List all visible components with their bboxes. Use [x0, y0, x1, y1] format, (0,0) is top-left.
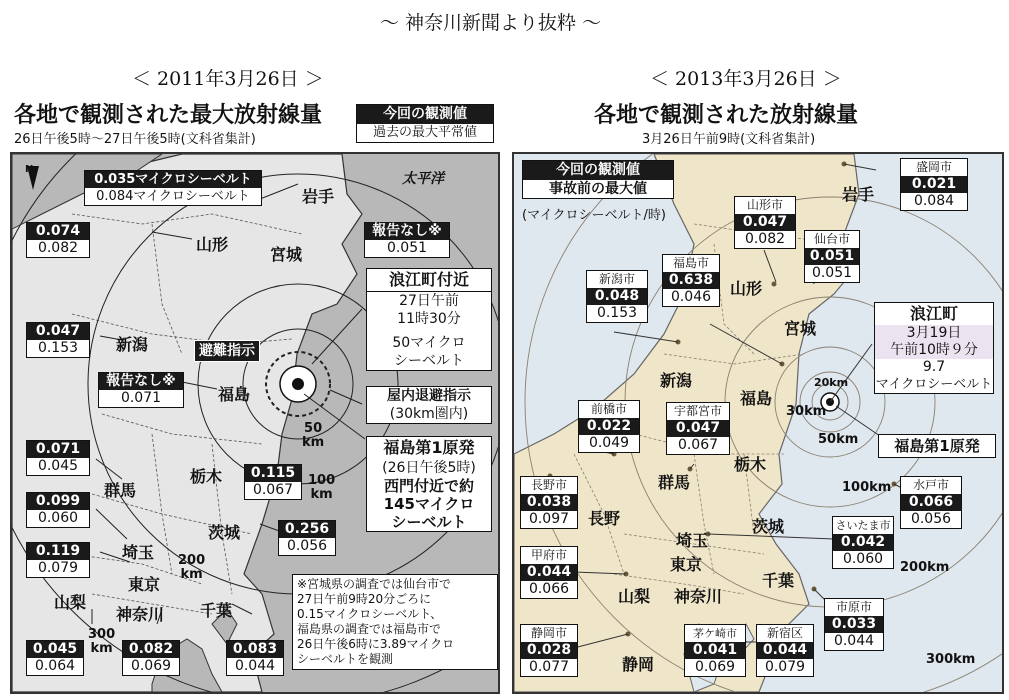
right-region-chiba: 千葉	[762, 571, 795, 590]
right-box-niigata-current: 0.048	[587, 288, 647, 305]
left-box-chiba-past: 0.044	[234, 658, 276, 674]
right-box-saitama-name: さいたま市	[835, 519, 891, 532]
right-box-sendai-name: 仙台市	[813, 232, 850, 246]
right-box-sendai-current: 0.051	[805, 248, 859, 265]
left-plant-name: 福島第1原発	[383, 438, 475, 457]
right-box-ichihara	[824, 598, 884, 651]
right-box-kofu-current: 0.044	[521, 564, 577, 581]
right-box-saitama-past: 0.060	[842, 551, 884, 567]
right-region-tokyo: 東京	[670, 555, 703, 574]
right-box-yamagata-name: 山形市	[746, 198, 783, 212]
left-box-kanagawa-past: 0.069	[130, 658, 172, 674]
right-box-nagano-current: 0.038	[521, 494, 577, 511]
left-box-yamanashi	[26, 640, 84, 676]
left-subtitle: 26日午後5時～27日午後5時(文科省集計)	[14, 132, 256, 147]
right-region-miyagi: 宮城	[784, 319, 817, 338]
left-box-ibaraki-past: 0.056	[286, 538, 328, 554]
right-box-fukushima-current: 0.638	[663, 272, 719, 289]
left-box-iwate	[84, 170, 262, 206]
left-indoor-l1: 屋内退避指示	[387, 388, 471, 404]
right-box-mito-current: 0.066	[901, 494, 961, 511]
left-namie-l3: 50マイクロ	[392, 335, 466, 351]
left-box-chiba-current: 0.083	[227, 641, 283, 658]
left-box-tochigi	[244, 464, 302, 500]
left-legend	[356, 104, 494, 143]
left-km-300	[88, 628, 115, 656]
left-box-ibaraki	[278, 520, 336, 556]
right-box-utsunomiya-current: 0.047	[667, 420, 729, 437]
left-box-fukushima-past: 0.071	[120, 390, 162, 406]
left-box-tokyo-past: 0.079	[37, 560, 79, 576]
left-box-iwate-past: 0.084マイクロシーベルト	[96, 189, 250, 204]
right-box-chigasaki-name: 茅ケ崎市	[693, 627, 737, 640]
right-map-panel	[512, 152, 1004, 694]
left-note-line-2: 0.15マイクロシーベルト、	[297, 607, 443, 621]
right-title: 各地で観測された放射線量	[594, 103, 859, 128]
right-region-fukushima: 福島	[740, 389, 773, 408]
left-box-tochigi-past: 0.067	[252, 482, 294, 498]
right-box-kofu	[520, 546, 578, 599]
right-namie-l1: 3月19日	[875, 325, 993, 342]
left-box-miyagi	[364, 222, 450, 258]
left-namie-name: 浪江町付近	[367, 269, 491, 292]
left-km-100	[308, 474, 335, 502]
right-box-maebashi-current: 0.022	[579, 418, 639, 435]
left-box-chiba	[226, 640, 284, 676]
right-region-niigata: 新潟	[660, 371, 693, 390]
right-region-yamanashi: 山梨	[618, 587, 651, 606]
left-region-yamanashi: 山梨	[54, 593, 87, 612]
right-box-mito-name: 水戸市	[912, 478, 949, 492]
left-box-tokyo	[26, 542, 90, 578]
right-plant-label: 福島第1原発	[878, 434, 996, 458]
right-box-morioka-past: 0.084	[913, 193, 955, 209]
right-subtitle: 3月26日午前9時(文科省集計)	[642, 132, 816, 147]
right-box-nagano-past: 0.097	[528, 511, 570, 527]
left-indoor-l2: (30km圏内)	[389, 406, 469, 422]
left-box-yamagata-current: 0.074	[27, 223, 89, 240]
right-box-fukushima-past: 0.046	[670, 289, 712, 305]
left-box-ibaraki-current: 0.256	[279, 521, 335, 538]
left-namie-l1: 27日午前	[399, 293, 459, 309]
left-note	[292, 574, 498, 670]
right-box-chigasaki	[684, 624, 746, 677]
left-namie-box	[366, 268, 492, 371]
right-box-nagano	[520, 476, 578, 529]
right-box-maebashi	[578, 400, 640, 453]
left-note-line-3: 福島県の調査では福島市で	[297, 622, 442, 636]
source-header: ～ 神奈川新聞より抜粋 ～	[380, 12, 602, 34]
right-region-kanagawa: 神奈川	[674, 587, 723, 606]
right-region-gunma: 群馬	[658, 473, 691, 492]
left-note-line-0: ※宮城県の調査では仙台市で	[297, 577, 452, 591]
left-box-niigata-past: 0.153	[37, 340, 79, 356]
left-region-tokyo: 東京	[128, 575, 161, 594]
right-box-chigasaki-current: 0.041	[685, 642, 745, 659]
right-box-mito	[900, 476, 962, 529]
left-date: ＜ 2011年3月26日 ＞	[132, 68, 324, 90]
left-box-kanagawa	[122, 640, 180, 676]
left-title: 各地で観測された最大放射線量	[14, 103, 323, 128]
right-box-shinjuku	[756, 624, 814, 677]
left-box-fukushima	[98, 372, 184, 408]
left-note-line-5: シーベルトを観測	[297, 652, 394, 666]
left-box-yamanashi-current: 0.045	[27, 641, 83, 658]
right-box-niigata-past: 0.153	[596, 305, 638, 321]
left-region-yamagata: 山形	[196, 235, 229, 254]
right-km-300: 300km	[926, 652, 976, 667]
left-ocean: 太平洋	[402, 171, 444, 187]
left-evac-label: 避難指示	[194, 340, 260, 362]
left-km-50	[302, 422, 324, 450]
left-region-ibaraki: 茨城	[208, 523, 241, 542]
left-km-50-unit: km	[302, 435, 325, 450]
left-box-miyagi-current: 報告なし※	[365, 223, 449, 240]
right-box-shizuoka-past: 0.077	[528, 659, 570, 675]
left-note-line-4: 26日午後6時に3.89マイクロ	[297, 637, 455, 651]
left-region-fukushima: 福島	[218, 385, 251, 404]
left-box-gunma-past: 0.045	[37, 458, 79, 474]
left-region-chiba: 千葉	[200, 601, 233, 620]
left-region-saitama: 埼玉	[122, 543, 155, 562]
right-box-shizuoka-name: 静岡市	[530, 626, 567, 640]
right-date: ＜ 2013年3月26日 ＞	[650, 68, 842, 90]
right-km-200: 200km	[900, 560, 950, 575]
right-box-yamagata	[734, 196, 796, 249]
right-box-saitama-current: 0.042	[833, 534, 893, 551]
right-region-ibaraki: 茨城	[752, 517, 785, 536]
right-namie-name: 浪江町	[909, 304, 958, 323]
left-map-panel	[10, 152, 500, 694]
left-box-niigata-current: 0.047	[27, 323, 89, 340]
right-region-tochigi: 栃木	[734, 455, 767, 474]
left-km-200-num: 200	[178, 553, 206, 568]
left-box-yamagata-past: 0.082	[37, 240, 79, 256]
right-box-shinjuku-current: 0.044	[757, 642, 813, 659]
left-plant-l4: シーベルト	[391, 513, 467, 531]
right-box-sendai	[804, 230, 860, 283]
left-box-fukushima-current: 報告なし※	[99, 373, 183, 390]
right-box-niigata	[586, 270, 648, 323]
left-km-300-unit: km	[90, 641, 113, 656]
right-namie-l4: マイクロシーベルト	[875, 377, 993, 392]
right-km-30: 30km	[786, 404, 827, 419]
right-box-sendai-past: 0.051	[811, 265, 853, 281]
left-legend-current: 今回の観測値	[357, 105, 493, 124]
left-region-kanagawa: 神奈川	[116, 605, 165, 624]
right-box-yamagata-past: 0.082	[744, 231, 786, 247]
left-km-100-unit: km	[310, 487, 333, 502]
left-box-saitama-current: 0.099	[27, 493, 89, 510]
right-legend	[522, 160, 674, 199]
right-box-utsunomiya-name: 宇都宮市	[673, 404, 722, 418]
right-region-saitama: 埼玉	[676, 531, 709, 550]
right-region-yamagata: 山形	[730, 279, 763, 298]
left-km-300-num: 300	[88, 627, 116, 642]
left-plant-l3: 145マイクロ	[383, 495, 475, 513]
right-box-niigata-name: 新潟市	[598, 272, 635, 286]
right-box-utsunomiya-past: 0.067	[677, 437, 719, 453]
left-note-line-1: 27日午前9時20分ごろに	[297, 592, 432, 606]
right-region-shizuoka: 静岡	[622, 655, 655, 674]
left-box-saitama-past: 0.060	[37, 510, 79, 526]
right-box-maebashi-past: 0.049	[588, 435, 630, 451]
north-label: N	[25, 164, 34, 175]
left-region-tochigi: 栃木	[190, 467, 223, 486]
right-km-20: 20km	[814, 376, 849, 389]
left-region-miyagi: 宮城	[270, 245, 303, 264]
left-indoor-box	[366, 386, 492, 424]
left-region-iwate: 岩手	[302, 187, 335, 206]
right-box-shinjuku-past: 0.079	[764, 659, 806, 675]
left-plant-l2: 西門付近で約	[383, 477, 474, 495]
left-box-tokyo-current: 0.119	[27, 543, 89, 560]
right-box-shizuoka-current: 0.028	[521, 642, 577, 659]
left-box-tochigi-current: 0.115	[245, 465, 301, 482]
left-plant-l1: (26日午後5時)	[382, 460, 476, 476]
left-box-miyagi-past: 0.051	[386, 240, 428, 256]
right-box-utsunomiya	[666, 402, 730, 455]
right-legend-past: 事故前の最大値	[549, 181, 647, 197]
right-box-morioka-name: 盛岡市	[915, 160, 952, 174]
left-km-200-unit: km	[180, 567, 203, 582]
right-km-50: 50km	[818, 432, 859, 447]
left-box-yamanashi-past: 0.064	[34, 658, 76, 674]
left-box-iwate-current: 0.035マイクロシーベルト	[85, 171, 261, 188]
left-legend-past: 過去の最大平常値	[372, 125, 477, 140]
right-box-morioka-current: 0.021	[901, 176, 967, 193]
right-box-kofu-past: 0.066	[528, 581, 570, 597]
left-plant-box	[366, 436, 492, 532]
left-box-yamagata	[26, 222, 90, 258]
right-box-kofu-name: 甲府市	[530, 548, 567, 562]
left-km-50-num: 50	[304, 421, 323, 436]
left-box-saitama	[26, 492, 90, 528]
right-namie-box	[874, 302, 994, 394]
right-box-shinjuku-name: 新宿区	[766, 626, 803, 640]
right-legend-current: 今回の観測値	[523, 161, 673, 180]
right-box-mito-past: 0.056	[910, 511, 952, 527]
right-namie-l3: 9.7	[922, 359, 946, 375]
right-box-maebashi-name: 前橋市	[590, 402, 627, 416]
left-namie-l4: シーベルト	[394, 353, 464, 369]
left-box-kanagawa-current: 0.082	[123, 641, 179, 658]
right-km-100: 100km	[842, 480, 892, 495]
left-box-niigata	[26, 322, 90, 358]
left-region-niigata: 新潟	[116, 335, 149, 354]
left-region-gunma: 群馬	[104, 481, 137, 500]
right-box-morioka	[900, 158, 968, 211]
right-region-iwate: 岩手	[842, 185, 875, 204]
right-legend-unit: (マイクロシーベルト/時)	[522, 208, 667, 223]
right-box-ichihara-name: 市原市	[835, 600, 872, 614]
left-box-gunma	[26, 440, 90, 476]
right-box-shizuoka	[520, 624, 578, 677]
left-km-200	[178, 554, 205, 582]
right-region-nagano: 長野	[588, 509, 621, 528]
right-box-fukushima	[662, 254, 720, 307]
right-box-ichihara-current: 0.033	[825, 616, 883, 633]
left-km-100-num: 100	[308, 473, 336, 488]
right-namie-l2: 午前10時９分	[875, 342, 993, 359]
left-box-gunma-current: 0.071	[27, 441, 89, 458]
right-box-fukushima-name: 福島市	[672, 256, 709, 270]
right-box-saitama	[832, 516, 894, 569]
left-namie-l2: 11時30分	[397, 311, 461, 327]
right-box-chigasaki-past: 0.069	[694, 659, 736, 675]
right-box-yamagata-current: 0.047	[735, 214, 795, 231]
right-box-ichihara-past: 0.044	[833, 633, 875, 649]
right-box-nagano-name: 長野市	[530, 478, 567, 492]
